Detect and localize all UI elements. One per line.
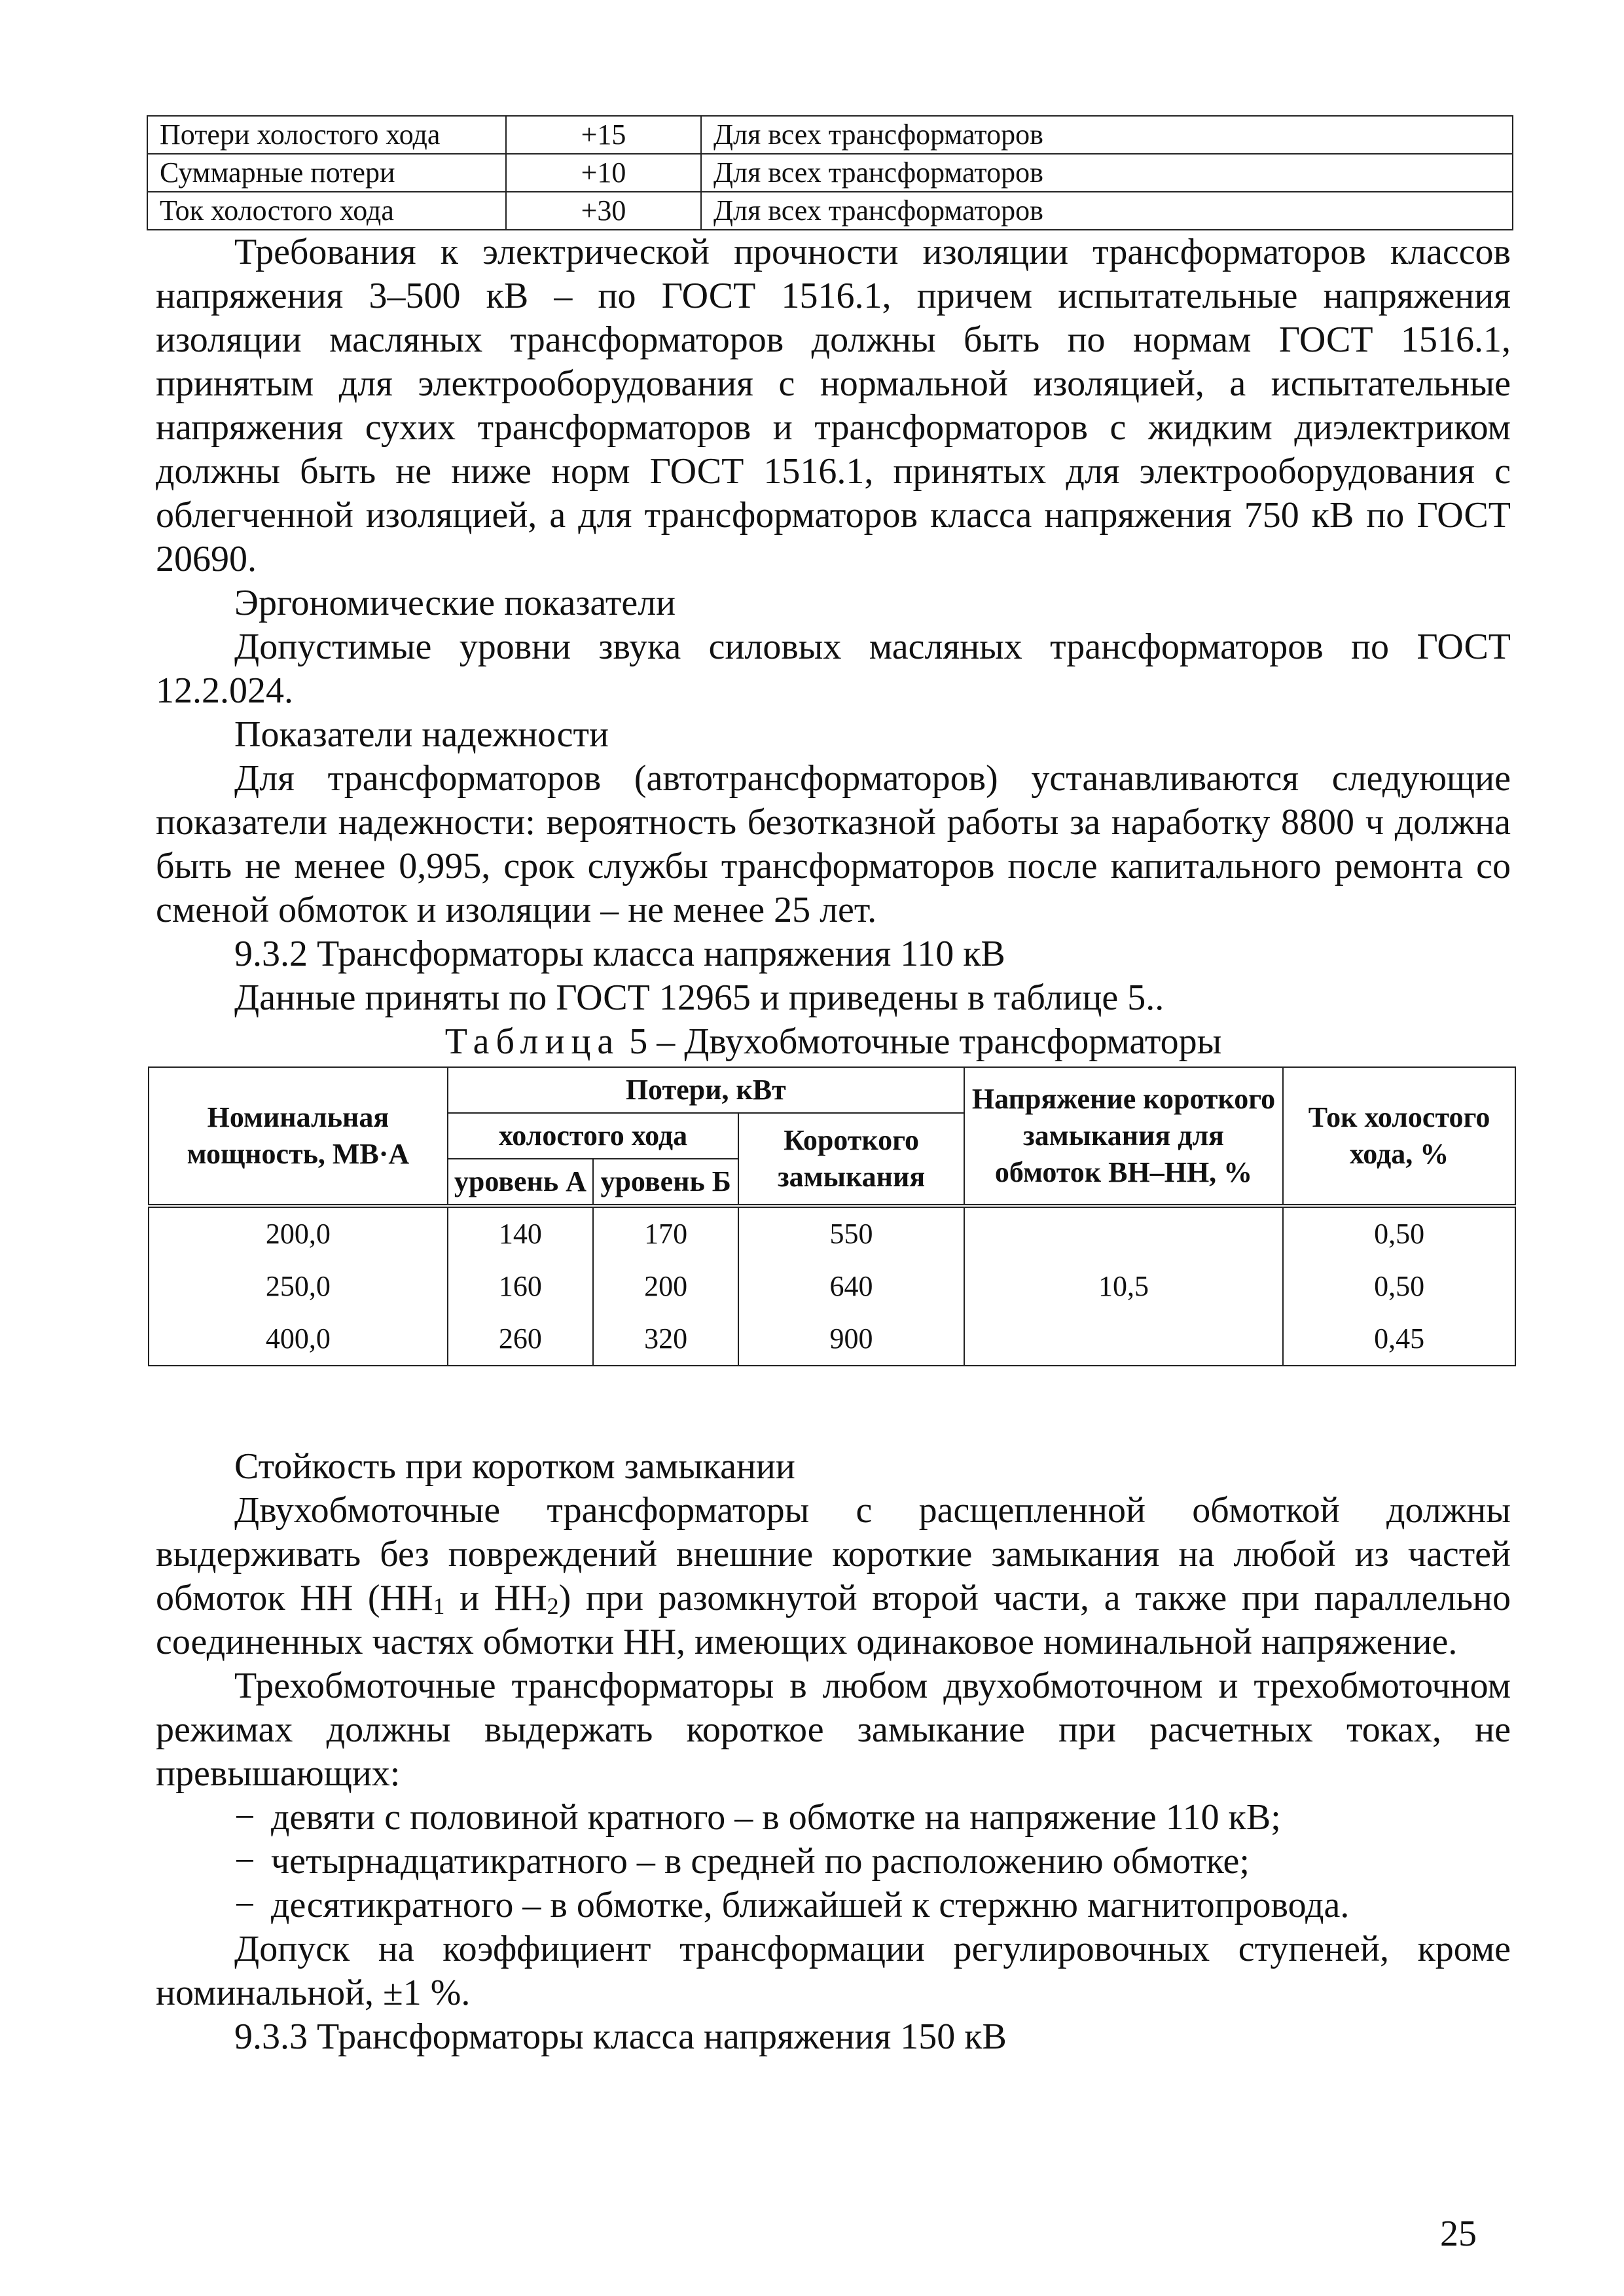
text-fragment: Двухобмоточные трансформаторы с расщепленной обмоткой должны выдерживать без повреждений внешние короткие замыкания на любой из частей обмоток НН (НН bbox=[156, 1490, 1511, 1618]
paragraph-three-winding: Трехобмоточные трансформаторы в любом двухобмоточном и трехобмоточном режимах должны выдержать короткое замыкание при расчетных токах, не превышающих: bbox=[156, 1666, 1511, 1794]
header-power: Номинальная мощность, МВ·А bbox=[149, 1067, 448, 1206]
cell-level-a: 160 bbox=[448, 1260, 593, 1313]
cell-current: 0,45 bbox=[1283, 1313, 1515, 1366]
table-cell: +10 bbox=[506, 154, 701, 192]
cell-level-b: 320 bbox=[593, 1313, 738, 1366]
paragraph-reliability: Для трансформаторов (автотрансформаторов) устанавливаются следующие показатели надежности: вероятность безотказной работы за наработку 8800 ч должна быть не менее 0,995, срок службы трансформаторов после капитального ремонта со сменой обмоток и изоляции – не менее 25 лет. bbox=[156, 758, 1511, 930]
list-item bbox=[156, 1840, 1511, 1884]
list-dash: − bbox=[234, 1885, 255, 1925]
header-losses: Потери, кВт bbox=[448, 1067, 964, 1113]
text-fragment: и НН bbox=[444, 1578, 547, 1618]
cell-current: 0,50 bbox=[1283, 1260, 1515, 1313]
cell-level-b: 170 bbox=[593, 1206, 738, 1260]
list-item-text: четырнадцатикратного – в средней по расположению обмотке; bbox=[271, 1841, 1250, 1882]
list-item bbox=[156, 1796, 1511, 1840]
page-number: 25 bbox=[1440, 2214, 1477, 2254]
text-fragment: ) при разомкнутой второй части, а также при параллельно соединенных частях обмотки НН, имеющих одинаковое номинальной напряжение. bbox=[156, 1578, 1511, 1662]
table-cell: Ток холостого хода bbox=[147, 192, 506, 230]
header-level-b: уровень Б bbox=[593, 1159, 738, 1206]
heading-ergonomics: Эргономические показатели bbox=[234, 583, 676, 623]
cell-level-b: 200 bbox=[593, 1260, 738, 1313]
cell-voltage: 10,5 bbox=[964, 1206, 1283, 1366]
list-dash: − bbox=[234, 1797, 255, 1838]
cell-short-circuit: 550 bbox=[738, 1206, 964, 1260]
table-cell: Для всех трансформаторов bbox=[701, 154, 1513, 192]
tolerance-table bbox=[147, 115, 1513, 230]
heading-reliability: Показатели надежности bbox=[234, 714, 609, 755]
cell-level-a: 260 bbox=[448, 1313, 593, 1366]
document-page bbox=[156, 115, 1511, 2059]
table-row bbox=[149, 1206, 1515, 1260]
subscript: 1 bbox=[433, 1593, 445, 1619]
table-cell: Суммарные потери bbox=[147, 154, 506, 192]
table-cell: Для всех трансформаторов bbox=[701, 116, 1513, 154]
table-cell: Потери холостого хода bbox=[147, 116, 506, 154]
cell-short-circuit: 640 bbox=[738, 1260, 964, 1313]
table-row bbox=[147, 192, 1513, 230]
subscript: 2 bbox=[547, 1593, 559, 1619]
table-row bbox=[147, 154, 1513, 192]
caption-prefix: Таблица bbox=[444, 1021, 621, 1062]
header-current: Ток холостого хода, % bbox=[1283, 1067, 1515, 1206]
cell-level-a: 140 bbox=[448, 1206, 593, 1260]
paragraph-data-source: Данные приняты по ГОСТ 12965 и приведены в таблице 5.. bbox=[234, 977, 1164, 1018]
list-item-text: девяти с половиной кратного – в обмотке на напряжение 110 кВ; bbox=[271, 1797, 1281, 1838]
table-row bbox=[147, 116, 1513, 154]
table-caption bbox=[156, 1020, 1511, 1064]
cell-current: 0,50 bbox=[1283, 1206, 1515, 1260]
table-cell: Для всех трансформаторов bbox=[701, 192, 1513, 230]
table-row bbox=[149, 1313, 1515, 1366]
table-cell: +30 bbox=[506, 192, 701, 230]
spacer bbox=[156, 1366, 1511, 1445]
paragraph-insulation: Требования к электрической прочности изоляции трансформаторов классов напряжения 3–500 кВ – по ГОСТ 1516.1, причем испытательные напряжения изоляции масляных трансформаторов должны быть по нормам ГОСТ 1516.1, принятым для электрооборудования с нормальной изоляцией, а испытательные напряжения сухих трансформаторов и трансформаторов с жидким диэлектриком должны быть не ниже норм ГОСТ 1516.1, принятых для электрооборудования с облегченной изоляцией, а для трансформаторов класса напряжения 750 кВ по ГОСТ 20690. bbox=[156, 232, 1511, 579]
table-cell: +15 bbox=[506, 116, 701, 154]
transformer-table bbox=[148, 1066, 1516, 1366]
paragraph-tolerance: Допуск на коэффициент трансформации регулировочных ступеней, кроме номинальной, ±1 %. bbox=[156, 1929, 1511, 2013]
cell-power: 200,0 bbox=[149, 1206, 448, 1260]
header-noload: холостого хода bbox=[448, 1113, 739, 1159]
header-voltage: Напряжение короткого замыкания для обмоток ВН–НН, % bbox=[964, 1067, 1283, 1206]
paragraph-ergonomics: Допустимые уровни звука силовых масляных трансформаторов по ГОСТ 12.2.024. bbox=[156, 627, 1511, 711]
cell-power: 400,0 bbox=[149, 1313, 448, 1366]
paragraph-split-winding bbox=[156, 1489, 1511, 1664]
section-heading-9-3-3: 9.3.3 Трансформаторы класса напряжения 150 кВ bbox=[234, 2016, 1007, 2057]
section-heading-9-3-2: 9.3.2 Трансформаторы класса напряжения 110 кВ bbox=[234, 934, 1005, 974]
list-item bbox=[156, 1884, 1511, 1927]
cell-power: 250,0 bbox=[149, 1260, 448, 1313]
list-item-text: десятикратного – в обмотке, ближайшей к стержню магнитопровода. bbox=[271, 1885, 1350, 1925]
table-row bbox=[149, 1260, 1515, 1313]
caption-text: 5 – Двухобмоточные трансформаторы bbox=[620, 1021, 1222, 1062]
heading-short-circuit: Стойкость при коротком замыкании bbox=[234, 1446, 795, 1487]
cell-short-circuit: 900 bbox=[738, 1313, 964, 1366]
list-dash: − bbox=[234, 1841, 255, 1882]
header-short: Короткого замыкания bbox=[738, 1113, 964, 1206]
header-level-a: уровень А bbox=[448, 1159, 593, 1206]
